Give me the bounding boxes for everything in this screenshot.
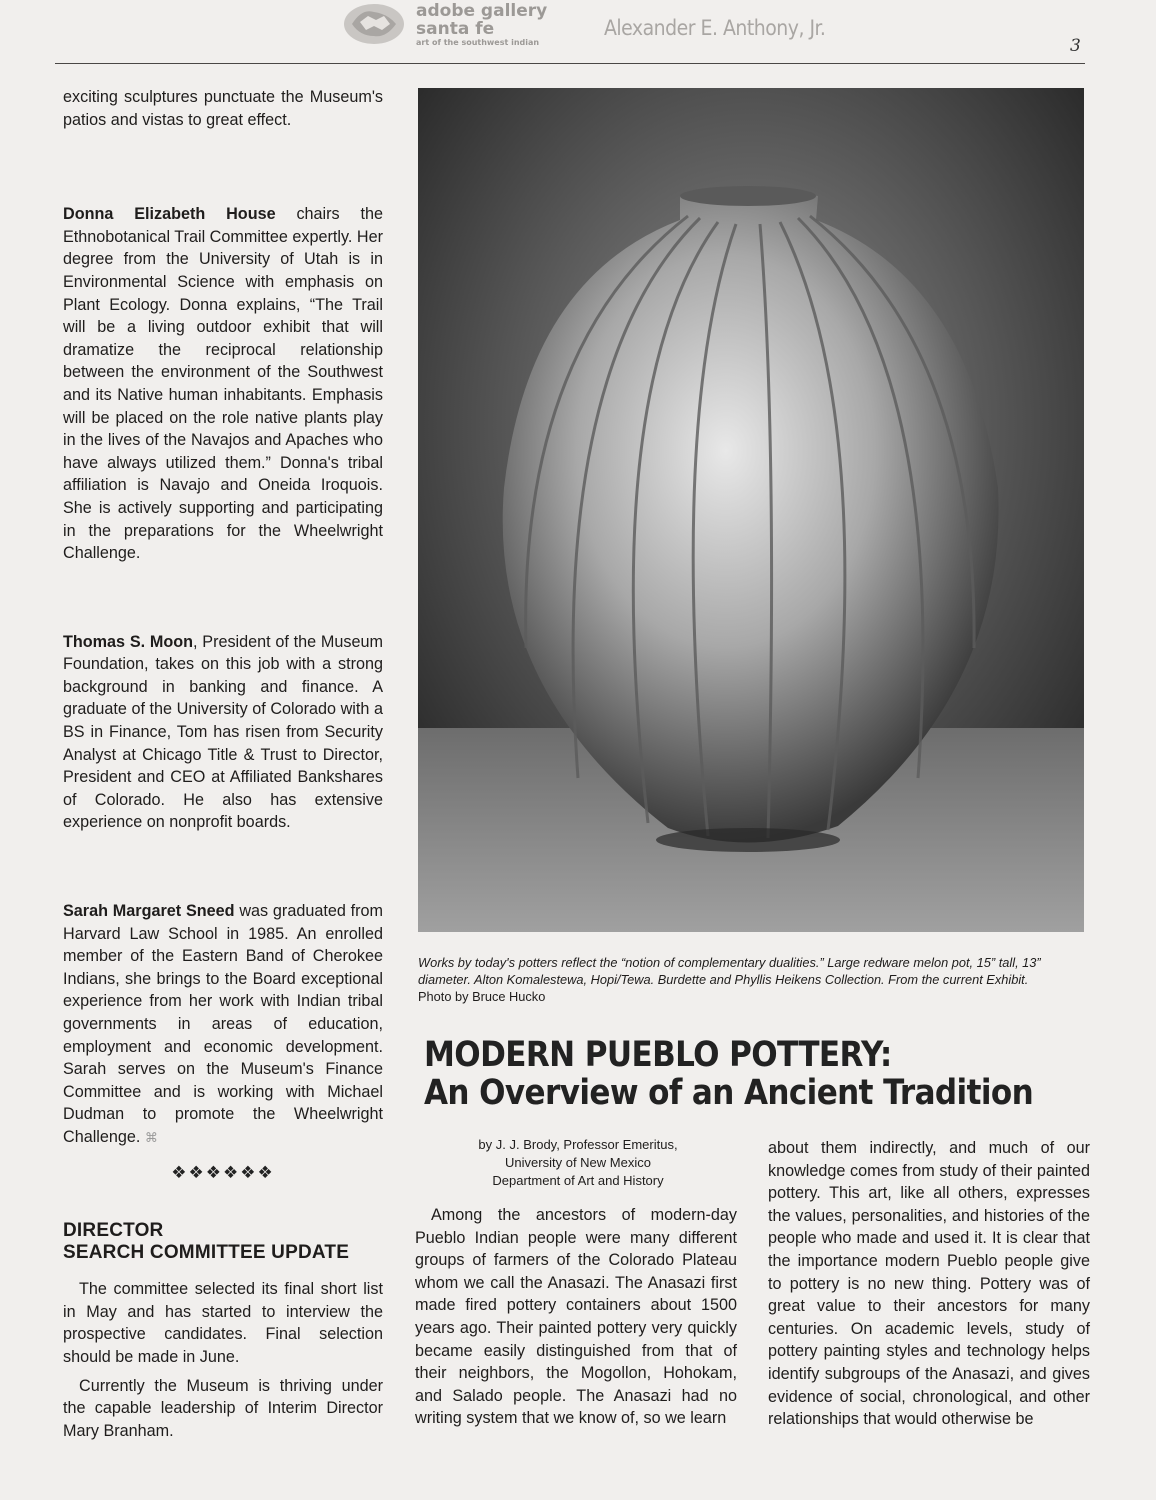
left-column xyxy=(63,86,383,1442)
article-title-line-2: An Overview of an Ancient Tradition xyxy=(424,1073,1034,1113)
sarah-sneed-text: was graduated from Harvard Law School in 1985. An enrolled member of the Eastern Band of Cherokee Indians, she brings to the Board exceptional experience from her work with Indian tribal governments in areas of education, employment and economic development. Sarah serves on the Museum's Finance Committee and is working with Michael Dudman to promote the Wheelwright Challenge. xyxy=(63,902,384,1146)
thomas-moon-paragraph xyxy=(63,631,383,834)
director-search-heading xyxy=(63,1220,383,1264)
article-byline xyxy=(418,1136,738,1190)
brand-line-2: santa fe xyxy=(416,19,495,39)
byline-line-1: by J. J. Brody, Professor Emeritus, xyxy=(478,1137,678,1152)
sarah-sneed-name: Sarah Margaret Sneed xyxy=(63,902,235,921)
article-column-2 xyxy=(768,1137,1090,1431)
donna-house-name: Donna Elizabeth House xyxy=(63,205,276,224)
director-paragraph-2: Currently the Museum is thriving under the capable leadership of Interim Director Mary Branham. xyxy=(63,1376,383,1440)
page-number: 3 xyxy=(1070,36,1081,56)
byline-line-2: University of New Mexico xyxy=(505,1155,651,1170)
article-title xyxy=(424,1036,1104,1112)
brand-wordmark xyxy=(416,2,547,48)
melon-pot-image xyxy=(418,88,1084,932)
photo-caption xyxy=(418,954,1078,1005)
heading-line-1: DIRECTOR xyxy=(63,1220,164,1242)
donna-house-paragraph xyxy=(63,203,383,565)
page-header xyxy=(0,0,1156,62)
intro-paragraph: exciting sculptures punctuate the Museum's patios and vistas to great effect. xyxy=(63,88,383,129)
end-mark-icon: ⌘ xyxy=(144,1129,158,1145)
adobe-gallery-logo-icon xyxy=(340,2,408,46)
director-paragraph-1: The committee selected its final short list in May and has started to interview the prospective candidates. Final selection should be made in June. xyxy=(63,1280,383,1366)
header-divider xyxy=(55,63,1085,64)
heading-line-2: SEARCH COMMITTEE UPDATE xyxy=(63,1242,350,1264)
brand-tagline: art of the southwest indian xyxy=(416,38,540,47)
article-paragraph-1: Among the ancestors of modern-day Pueblo Indian people were many different groups of farmers of the Colorado Plateau whom we call the Anasazi. The Anasazi first made fired pottery containers about 1500 years ago. Their painted pottery very quickly became easily distinguished from that of their neighbors, the Mogollon, Hohokam, and Salado people. The Anasazi had no writing system that we know of, so we learn xyxy=(415,1206,737,1428)
caption-text: Works by today's potters reflect the “notion of complementary dualities.” Large redware melon pot, 15” tall, 13” diameter. Alton Komalestewa, Hopi/Tewa. Burdette and Phyllis Heikens Collection. From the current Exhibit. xyxy=(418,955,1041,987)
author-watermark: Alexander E. Anthony, Jr. xyxy=(604,16,826,40)
article-title-line-1: MODERN PUEBLO POTTERY: xyxy=(424,1035,892,1075)
photo-credit: Photo by Bruce Hucko xyxy=(418,989,546,1004)
melon-pot-photo xyxy=(418,88,1084,932)
thomas-moon-text: , President of the Museum Foundation, takes on this job with a strong background in banking and finance. A graduate of the University of Colorado with a BS in Finance, Tom has risen from Security Analyst at Chicago Title & Trust to Director, President and CEO at Affiliated Bankshares of Colorado. He also has extensive experience on nonprofit boards. xyxy=(63,632,383,832)
brand-line-1: adobe gallery xyxy=(416,1,548,21)
thomas-moon-name: Thomas S. Moon xyxy=(63,632,194,651)
article-paragraph-2: about them indirectly, and much of our knowledge comes from study of their painted pottery. This art, like all others, expresses the values, personalities, and histories of the people who made and used it. It is clear that the importance modern Pueblo people give to pottery is no new thing. Pottery was of great value to their ancestors for many centuries. On academic levels, study of pottery painting styles and technology helps identify subgroups of the Anasazi, and gives evidence of social, chronological, and other relationships that would otherwise be xyxy=(768,1139,1090,1429)
donna-house-text: chairs the Ethnobotanical Trail Committee expertly. Her degree from the University of Utah is in Environmental Science with emphasis on Plant Ecology. Donna explains, “The Trail will be a living outdoor exhibit that will dramatize the reciprocal relationship between the environment of the Southwest and its Native human inhabitants. Emphasis will be placed on the role native plants play in the lives of the Navajos and Apaches who have always utilized them.” Donna's tribal affiliation is Navajo and Oneida Iroquois. She is actively supporting and participating in the preparations for the Wheelwright Challenge. xyxy=(63,205,383,563)
article-column-1 xyxy=(415,1204,737,1430)
section-ornament: ❖❖❖❖❖❖ xyxy=(171,1162,275,1182)
byline-line-3: Department of Art and History xyxy=(492,1173,664,1188)
sarah-sneed-paragraph xyxy=(63,900,383,1150)
